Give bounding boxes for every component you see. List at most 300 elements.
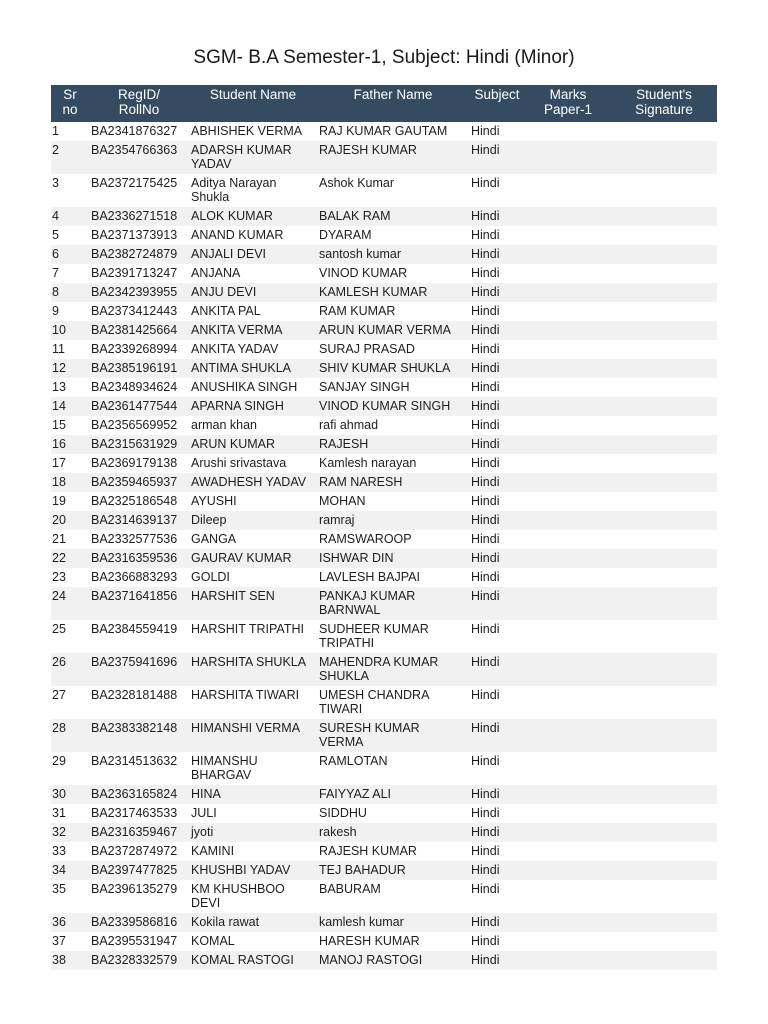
table-row (51, 686, 717, 719)
father-name-cell: ramraj (317, 511, 469, 530)
student-name-cell: ANKITA VERMA (189, 321, 317, 340)
reg-id-cell: BA2336271518 (89, 207, 189, 226)
sr-no-cell: 20 (51, 511, 89, 530)
sr-no-cell: 21 (52, 532, 66, 546)
reg-id-cell: BA2397477825 (89, 861, 189, 880)
page-title: SGM- B.A Semester-1, Subject: Hindi (Minor) (193, 47, 575, 68)
header-signature-line2: Signature (635, 102, 693, 117)
marks-cell (525, 264, 611, 283)
sr-no-cell: 24 (51, 587, 89, 620)
student-name-cell: GAURAV KUMAR (189, 549, 317, 568)
sr-no-cell: 29 (52, 754, 66, 768)
father-name-cell: UMESH CHANDRA TIWARI (319, 688, 429, 716)
father-name-cell: SANJAY SINGH (319, 380, 410, 394)
student-name-cell: ALOK KUMAR (189, 207, 317, 226)
signature-cell (611, 932, 717, 951)
marks-cell (525, 932, 611, 951)
table-row (51, 587, 717, 620)
student-name-cell: JULI (191, 806, 217, 820)
signature-cell (611, 686, 717, 719)
signature-cell (611, 245, 717, 264)
father-name-cell: SIDDHU (319, 806, 367, 820)
table-row (51, 492, 717, 511)
subject-cell: Hindi (471, 266, 500, 280)
signature-cell (611, 302, 717, 321)
subject-cell: Hindi (471, 844, 500, 858)
signature-cell (611, 492, 717, 511)
signature-cell (611, 951, 717, 970)
header-sr-no (51, 85, 89, 122)
signature-cell (611, 549, 717, 568)
subject-cell: Hindi (469, 549, 525, 568)
signature-cell (611, 454, 717, 473)
header-marks-line1: Marks (549, 87, 587, 102)
sr-no-cell: 18 (51, 473, 89, 492)
header-student-signature (611, 85, 717, 122)
signature-cell (611, 122, 717, 141)
father-name-cell: RAJ KUMAR GAUTAM (319, 124, 448, 138)
father-name-cell: SURAJ PRASAD (319, 342, 415, 356)
reg-id-cell: BA2383382148 (89, 719, 189, 752)
sr-no-cell: 9 (52, 304, 59, 318)
table-row (51, 823, 717, 842)
student-name-cell: HARSHIT TRIPATHI (191, 622, 304, 636)
reg-id-cell: BA2375941696 (89, 653, 189, 686)
father-name-cell: rakesh (317, 823, 469, 842)
signature-cell (611, 587, 717, 620)
subject-cell: Hindi (469, 719, 525, 752)
table-row (51, 397, 717, 416)
marks-cell (525, 340, 611, 359)
marks-cell (525, 492, 611, 511)
sr-no-cell: 8 (51, 283, 89, 302)
table-row (51, 568, 717, 587)
signature-cell (611, 321, 717, 340)
reg-id-cell: BA2315631929 (89, 435, 189, 454)
table-row (51, 511, 717, 530)
subject-cell: Hindi (471, 494, 500, 508)
table-row (51, 340, 717, 359)
student-name-cell: ARUN KUMAR (189, 435, 317, 454)
marks-cell (525, 174, 611, 207)
sr-no-cell: 37 (52, 934, 66, 948)
reg-id-cell: BA2316359467 (89, 823, 189, 842)
student-name-cell: ANJU DEVI (189, 283, 317, 302)
father-name-cell: MOHAN (319, 494, 366, 508)
marks-cell (525, 473, 611, 492)
reg-id-cell: BA2348934624 (91, 380, 178, 394)
table-row (51, 932, 717, 951)
sr-no-cell: 10 (51, 321, 89, 340)
student-name-cell: APARNA SINGH (189, 397, 317, 416)
reg-id-cell: BA2341876327 (91, 124, 178, 138)
student-name-cell: KHUSHBI YADAV (189, 861, 317, 880)
reg-id-cell: BA2382724879 (89, 245, 189, 264)
signature-cell (611, 435, 717, 454)
subject-cell: Hindi (469, 283, 525, 302)
marks-cell (525, 653, 611, 686)
sr-no-cell: 11 (52, 342, 65, 356)
signature-cell (611, 842, 717, 861)
marks-cell (525, 719, 611, 752)
father-name-cell: LAVLESH BAJPAI (319, 570, 420, 584)
table-row (51, 454, 717, 473)
reg-id-cell: BA2369179138 (91, 456, 178, 470)
marks-cell (525, 207, 611, 226)
reg-id-cell: BA2385196191 (89, 359, 189, 378)
sr-no-cell: 5 (52, 228, 59, 242)
sr-no-cell: 22 (51, 549, 89, 568)
student-name-cell: KAMINI (191, 844, 235, 858)
father-name-cell: SURESH KUMAR VERMA (317, 719, 469, 752)
signature-cell (611, 473, 717, 492)
reg-id-cell: BA2371373913 (91, 228, 178, 242)
subject-cell: Hindi (469, 207, 525, 226)
marks-cell (525, 302, 611, 321)
sr-no-cell: 17 (52, 456, 66, 470)
table-row (51, 141, 717, 174)
sr-no-cell: 34 (51, 861, 89, 880)
table-body (51, 122, 717, 970)
marks-cell (525, 378, 611, 397)
subject-cell: Hindi (471, 418, 500, 432)
student-name-cell: AWADHESH YADAV (189, 473, 317, 492)
table-row (51, 620, 717, 653)
marks-cell (525, 530, 611, 549)
father-name-cell: TEJ BAHADUR (317, 861, 469, 880)
table-row (51, 880, 717, 913)
signature-cell (611, 283, 717, 302)
sr-no-cell: 7 (52, 266, 59, 280)
sr-no-cell: 33 (52, 844, 66, 858)
signature-cell (611, 416, 717, 435)
marks-cell (525, 823, 611, 842)
father-name-cell: ISHWAR DIN (317, 549, 469, 568)
reg-id-cell: BA2325186548 (91, 494, 178, 508)
student-name-cell: ANUSHIKA SINGH (191, 380, 298, 394)
signature-cell (611, 861, 717, 880)
father-name-cell: RAM KUMAR (319, 304, 396, 318)
marks-cell (525, 549, 611, 568)
subject-cell: Hindi (471, 882, 500, 896)
table-row (51, 174, 717, 207)
marks-cell (525, 416, 611, 435)
reg-id-cell: BA2373412443 (91, 304, 178, 318)
father-name-cell: RAM NARESH (317, 473, 469, 492)
marks-cell (525, 587, 611, 620)
father-name-cell: SHIV KUMAR SHUKLA (317, 359, 469, 378)
header-student-name: Student Name (189, 85, 317, 122)
father-name-cell: kamlesh kumar (317, 913, 469, 932)
marks-cell (525, 686, 611, 719)
subject-cell: Hindi (471, 754, 500, 768)
signature-cell (611, 653, 717, 686)
subject-cell: Hindi (471, 688, 500, 702)
reg-id-cell: BA2361477544 (89, 397, 189, 416)
student-name-cell: AYUSHI (191, 494, 237, 508)
signature-cell (611, 568, 717, 587)
subject-cell: Hindi (469, 245, 525, 264)
student-name-cell: Arushi srivastava (191, 456, 287, 470)
table-row (51, 321, 717, 340)
reg-id-cell: BA2328332579 (89, 951, 189, 970)
subject-cell: Hindi (471, 304, 500, 318)
signature-cell (611, 823, 717, 842)
header-sr-line1: Sr (63, 87, 77, 102)
marks-cell (525, 141, 611, 174)
student-name-cell: ABHISHEK VERMA (191, 124, 303, 138)
reg-id-cell: BA2314513632 (91, 754, 178, 768)
student-name-cell: KM KHUSHBOO DEVI (191, 882, 285, 910)
sr-no-cell: 28 (51, 719, 89, 752)
subject-cell: Hindi (469, 653, 525, 686)
header-regid-rollno (89, 85, 189, 122)
father-name-cell: HARESH KUMAR (319, 934, 420, 948)
reg-id-cell: BA2354766363 (89, 141, 189, 174)
sr-no-cell: 38 (51, 951, 89, 970)
marks-cell (525, 283, 611, 302)
father-name-cell: RAJESH KUMAR (319, 844, 417, 858)
student-name-cell: GOLDI (191, 570, 230, 584)
subject-cell: Hindi (471, 176, 500, 190)
sr-no-cell: 31 (52, 806, 66, 820)
sr-no-cell: 13 (52, 380, 66, 394)
table-row (51, 435, 717, 454)
student-name-cell: HIMANSHI VERMA (189, 719, 317, 752)
sr-no-cell: 1 (52, 124, 59, 138)
marks-cell (525, 435, 611, 454)
subject-cell: Hindi (469, 913, 525, 932)
table-row (51, 785, 717, 804)
father-name-cell: Kamlesh narayan (319, 456, 417, 470)
signature-cell (611, 880, 717, 913)
signature-cell (611, 174, 717, 207)
marks-cell (525, 880, 611, 913)
table-row (51, 473, 717, 492)
student-name-cell: ANKITA PAL (191, 304, 261, 318)
subject-cell: Hindi (469, 359, 525, 378)
father-name-cell: ARUN KUMAR VERMA (317, 321, 469, 340)
marks-cell (525, 951, 611, 970)
student-name-cell: ANAND KUMAR (191, 228, 284, 242)
table-header-row (51, 85, 717, 122)
student-name-cell: KOMAL RASTOGI (189, 951, 317, 970)
subject-cell: Hindi (471, 934, 500, 948)
reg-id-cell: BA2363165824 (89, 785, 189, 804)
student-name-cell: Aditya Narayan Shukla (191, 176, 277, 204)
signature-cell (611, 620, 717, 653)
table-row (51, 359, 717, 378)
sr-no-cell: 16 (51, 435, 89, 454)
table-row (51, 913, 717, 932)
header-subject: Subject (469, 85, 525, 122)
subject-cell: Hindi (469, 511, 525, 530)
sr-no-cell: 32 (51, 823, 89, 842)
reg-id-cell: BA2339268994 (91, 342, 178, 356)
signature-cell (611, 207, 717, 226)
header-reg-line1: RegID/ (117, 87, 161, 102)
sr-no-cell: 3 (52, 176, 59, 190)
subject-cell: Hindi (471, 228, 500, 242)
marks-cell (525, 359, 611, 378)
father-name-cell: santosh kumar (317, 245, 469, 264)
table-row (51, 842, 717, 861)
reg-id-cell: BA2372874972 (91, 844, 178, 858)
table-row (51, 549, 717, 568)
table-row (51, 302, 717, 321)
reg-id-cell: BA2372175425 (91, 176, 178, 190)
father-name-cell: RAJESH (317, 435, 469, 454)
marks-cell (525, 620, 611, 653)
table-row (51, 378, 717, 397)
table-row (51, 653, 717, 686)
header-reg-line2: RollNo (118, 102, 160, 117)
signature-cell (611, 141, 717, 174)
table-row (51, 122, 717, 141)
student-name-cell: KOMAL (191, 934, 235, 948)
table-row (51, 207, 717, 226)
reg-id-cell: BA2381425664 (89, 321, 189, 340)
student-name-cell: HINA (189, 785, 317, 804)
table-row (51, 530, 717, 549)
reg-id-cell: BA2317463533 (91, 806, 178, 820)
subject-cell: Hindi (469, 785, 525, 804)
signature-cell (611, 511, 717, 530)
student-name-cell: GANGA (191, 532, 237, 546)
father-name-cell: RAMLOTAN (319, 754, 388, 768)
subject-cell: Hindi (469, 587, 525, 620)
table-row (51, 951, 717, 970)
subject-cell: Hindi (471, 806, 500, 820)
marks-cell (525, 321, 611, 340)
marks-cell (525, 804, 611, 823)
subject-cell: Hindi (469, 823, 525, 842)
student-roster-table (51, 85, 717, 970)
table-row (51, 861, 717, 880)
reg-id-cell: BA2359465937 (89, 473, 189, 492)
marks-cell (525, 785, 611, 804)
sr-no-cell: 27 (52, 688, 66, 702)
marks-cell (525, 913, 611, 932)
student-name-cell: Kokila rawat (189, 913, 317, 932)
reg-id-cell: BA2328181488 (91, 688, 178, 702)
subject-cell: Hindi (469, 397, 525, 416)
header-marks-line2: Paper-1 (543, 102, 593, 117)
marks-cell (525, 245, 611, 264)
sr-no-cell: 36 (51, 913, 89, 932)
father-name-cell: rafi ahmad (319, 418, 379, 432)
reg-id-cell: BA2395531947 (91, 934, 178, 948)
signature-cell (611, 264, 717, 283)
sr-no-cell: 25 (52, 622, 66, 636)
sr-no-cell: 30 (51, 785, 89, 804)
student-name-cell: HARSHITA TIWARI (191, 688, 300, 702)
sr-no-cell: 23 (52, 570, 66, 584)
sr-no-cell: 4 (51, 207, 89, 226)
father-name-cell: MAHENDRA KUMAR SHUKLA (317, 653, 469, 686)
signature-cell (611, 340, 717, 359)
sr-no-cell: 6 (51, 245, 89, 264)
subject-cell: Hindi (471, 532, 500, 546)
subject-cell: Hindi (469, 321, 525, 340)
subject-cell: Hindi (469, 951, 525, 970)
subject-cell: Hindi (471, 570, 500, 584)
sr-no-cell: 14 (51, 397, 89, 416)
table-row (51, 226, 717, 245)
table-row (51, 752, 717, 785)
student-name-cell: ANKITA YADAV (191, 342, 279, 356)
marks-cell (525, 842, 611, 861)
subject-cell: Hindi (471, 342, 500, 356)
student-name-cell: jyoti (189, 823, 317, 842)
father-name-cell: VINOD KUMAR (319, 266, 408, 280)
marks-cell (525, 122, 611, 141)
marks-cell (525, 397, 611, 416)
reg-id-cell: BA2316359536 (89, 549, 189, 568)
sr-no-cell: 2 (51, 141, 89, 174)
marks-cell (525, 454, 611, 473)
table-row (51, 283, 717, 302)
marks-cell (525, 752, 611, 785)
header-sr-line2: no (62, 102, 78, 117)
father-name-cell: VINOD KUMAR SINGH (317, 397, 469, 416)
signature-cell (611, 785, 717, 804)
reg-id-cell: BA2356569952 (91, 418, 178, 432)
reg-id-cell: BA2332577536 (91, 532, 178, 546)
reg-id-cell: BA2371641856 (89, 587, 189, 620)
signature-cell (611, 752, 717, 785)
father-name-cell: SUDHEER KUMAR TRIPATHI (319, 622, 429, 650)
student-name-cell: Dileep (189, 511, 317, 530)
student-name-cell: HARSHIT SEN (189, 587, 317, 620)
reg-id-cell: BA2342393955 (89, 283, 189, 302)
sr-no-cell: 12 (51, 359, 89, 378)
signature-cell (611, 397, 717, 416)
reg-id-cell: BA2384559419 (91, 622, 178, 636)
student-name-cell: ADARSH KUMAR YADAV (189, 141, 317, 174)
father-name-cell: RAJESH KUMAR (317, 141, 469, 174)
student-name-cell: HIMANSHU BHARGAV (191, 754, 258, 782)
father-name-cell: DYARAM (319, 228, 372, 242)
reg-id-cell: BA2391713247 (91, 266, 178, 280)
signature-cell (611, 378, 717, 397)
signature-cell (611, 359, 717, 378)
student-name-cell: HARSHITA SHUKLA (189, 653, 317, 686)
father-name-cell: FAIYYAZ ALI (317, 785, 469, 804)
marks-cell (525, 226, 611, 245)
sr-no-cell: 15 (52, 418, 66, 432)
father-name-cell: BABURAM (319, 882, 381, 896)
subject-cell: Hindi (469, 473, 525, 492)
student-name-cell: arman khan (191, 418, 258, 432)
reg-id-cell: BA2396135279 (91, 882, 178, 896)
reg-id-cell: BA2339586816 (89, 913, 189, 932)
signature-cell (611, 719, 717, 752)
signature-cell (611, 226, 717, 245)
subject-cell: Hindi (471, 124, 500, 138)
table-row (51, 804, 717, 823)
table-row (51, 416, 717, 435)
signature-cell (611, 530, 717, 549)
sr-no-cell: 19 (52, 494, 66, 508)
father-name-cell: KAMLESH KUMAR (317, 283, 469, 302)
subject-cell: Hindi (471, 456, 500, 470)
signature-cell (611, 804, 717, 823)
reg-id-cell: BA2366883293 (91, 570, 178, 584)
marks-cell (525, 568, 611, 587)
header-marks-paper1 (525, 85, 611, 122)
signature-cell (611, 913, 717, 932)
